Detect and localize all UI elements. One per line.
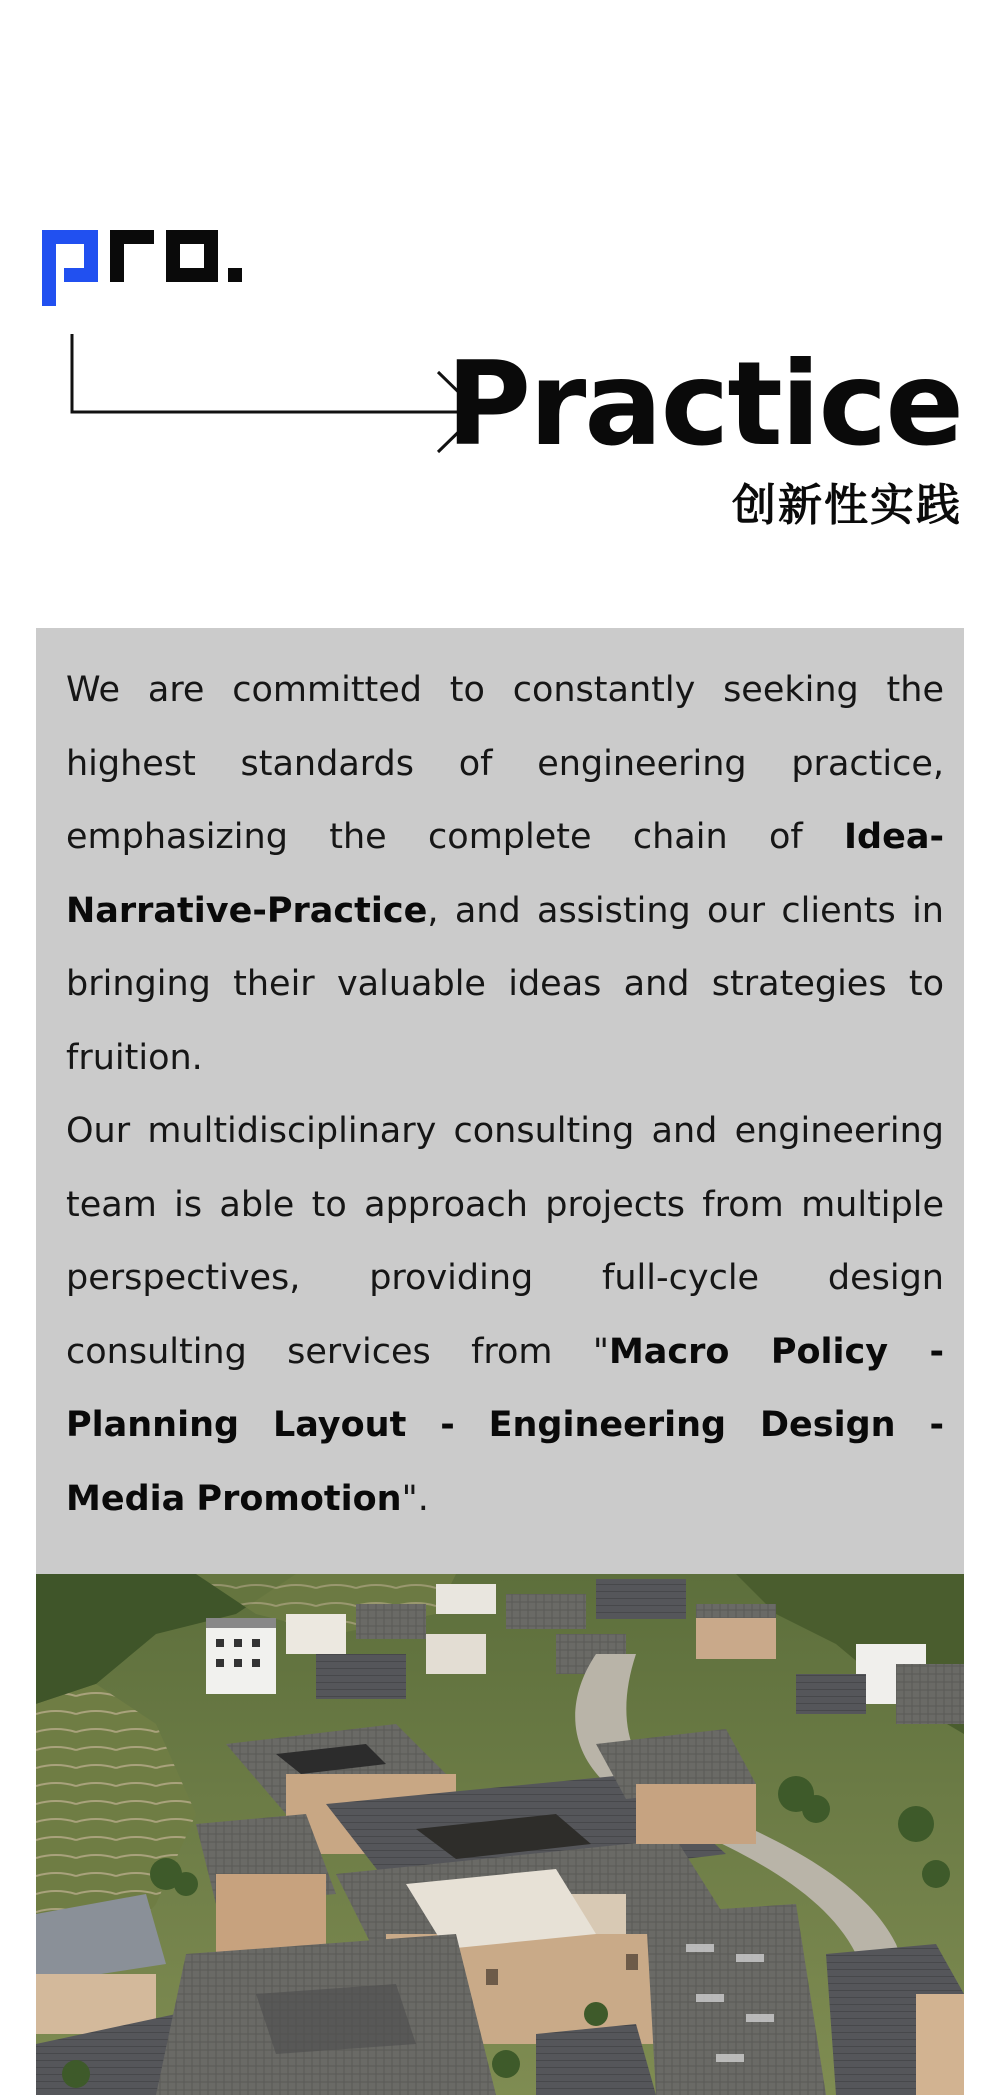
page-subtitle: 创新性实践 <box>732 480 962 531</box>
description-panel <box>36 628 964 1574</box>
logo-r-top <box>110 230 154 244</box>
logo-dot <box>228 268 242 282</box>
chain-highlight: Idea-Narrative-Practice <box>66 817 944 931</box>
paragraph-commitment-end: , and assisting our clients in bringing their valuable ideas and strategies to fruition. <box>66 890 944 1078</box>
arrow-line <box>72 334 478 412</box>
paragraph-commitment <box>66 654 944 1095</box>
paragraph-team <box>66 1095 944 1536</box>
right-arrow-icon <box>68 332 488 462</box>
pro-logo <box>42 230 252 310</box>
services-highlight: Macro Policy - Planning Layout - Engineering Design - Media Promotion <box>66 1331 944 1519</box>
logo-o-hole <box>180 244 204 268</box>
pro-logo-mark <box>42 230 252 310</box>
village-illustration <box>36 1574 964 2095</box>
paragraph-commitment-start: We are committed to constantly seeking the highest standards of engineering practice, emphasizing the complete chain of <box>66 670 944 857</box>
paragraph-team-end: ". <box>401 1478 429 1519</box>
page-title: Practice <box>446 337 962 472</box>
logo-p-bowl <box>64 268 98 282</box>
village-aerial-photo <box>36 1574 964 2095</box>
paragraph-team-start: Our multidisciplinary consulting and engineering team is able to approach projects from multiple perspectives, providing full-cycle design consulting services from " <box>66 1111 944 1372</box>
